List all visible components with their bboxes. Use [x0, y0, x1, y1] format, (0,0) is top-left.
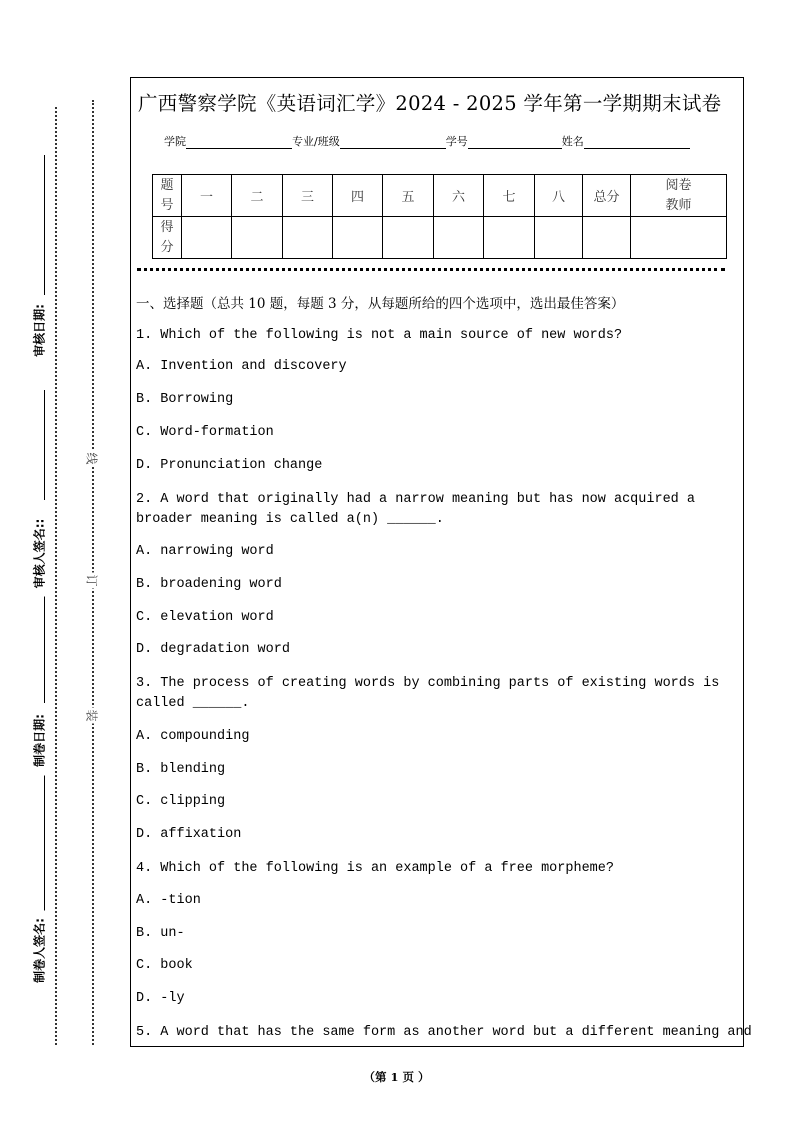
option-3b[interactable]: B. blending	[136, 762, 226, 777]
score-cell[interactable]	[383, 217, 434, 259]
score-cell[interactable]	[333, 217, 383, 259]
total-score-cell[interactable]	[583, 217, 631, 259]
option-2d[interactable]: D. degradation word	[136, 642, 290, 657]
option-1c[interactable]: C. Word-formation	[136, 425, 274, 440]
score-table-score-row	[153, 217, 727, 259]
option-3d[interactable]: D. affixation	[136, 827, 242, 842]
score-cell[interactable]	[232, 217, 283, 259]
signature-line-review-date	[44, 155, 45, 295]
column-header: 一	[182, 175, 232, 217]
label-bottom: 分	[160, 239, 174, 255]
label-top: 题	[160, 177, 174, 193]
name-label: 姓名	[561, 135, 584, 148]
label-bottom: 号	[160, 197, 174, 213]
grader-label	[631, 175, 727, 217]
column-header: 七	[484, 175, 535, 217]
score-cell[interactable]	[484, 217, 535, 259]
binding-mark: 装	[84, 709, 99, 722]
score-cell[interactable]	[283, 217, 333, 259]
option-3c[interactable]: C. clipping	[136, 794, 226, 809]
option-4a[interactable]: A. -tion	[136, 893, 201, 908]
student-info-row	[164, 133, 690, 149]
question-3: 3. The process of creating words by combining parts of existing words is called ______.	[136, 676, 720, 711]
column-header: 六	[434, 175, 484, 217]
option-4b[interactable]: B. un-	[136, 926, 185, 941]
question-4: 4. Which of the following is an example of a free morpheme?	[136, 861, 614, 876]
name-field[interactable]	[584, 136, 690, 149]
exam-date-label: 制卷日期:	[31, 706, 48, 776]
column-header: 总分	[583, 175, 631, 217]
column-header: 八	[535, 175, 583, 217]
column-header: 五	[383, 175, 434, 217]
option-1d[interactable]: D. Pronunciation change	[136, 458, 323, 473]
label-top: 得	[160, 219, 174, 235]
column-header: 二	[232, 175, 283, 217]
option-4d[interactable]: D. -ly	[136, 991, 185, 1006]
question-2: 2. A word that originally had a narrow meaning but has now acquired a broader meaning is called a(n) ______.	[136, 492, 695, 527]
option-3a[interactable]: A. compounding	[136, 729, 250, 744]
score-label	[153, 217, 182, 259]
major-class-label: 专业/班级	[292, 135, 340, 148]
column-header: 四	[333, 175, 383, 217]
score-table	[152, 174, 727, 259]
label-top: 阅卷	[665, 177, 692, 193]
grader-cell[interactable]	[631, 217, 727, 259]
score-cell[interactable]	[535, 217, 583, 259]
exam-title: 广西警察学院《英语词汇学》2024 - 2025 学年第一学期期末试卷	[138, 92, 722, 115]
college-field[interactable]	[186, 136, 292, 149]
student-id-field[interactable]	[468, 136, 562, 149]
student-id-label: 学号	[445, 135, 468, 148]
signature-line-exam-maker	[44, 775, 45, 915]
major-class-field[interactable]	[340, 136, 446, 149]
reviewer-signature-label: 审核人签名::	[31, 511, 48, 597]
question-5: 5. A word that has the same form as another word but a different meaning and	[136, 1025, 752, 1040]
exam-maker-signature-label: 制卷人签名:	[31, 911, 48, 991]
question-number-label	[153, 175, 182, 217]
exam-frame	[130, 77, 752, 1047]
section-heading: 一、选择题（总共 10 题，每题 3 分，从每题所给的四个选项中，选出最佳答案）	[136, 296, 625, 312]
signature-line-reviewer	[44, 390, 45, 500]
college-label: 学院	[164, 135, 186, 148]
column-header: 三	[283, 175, 333, 217]
outer-dotted-line	[55, 107, 57, 1045]
page-number: （第 1 页 ）	[363, 1070, 430, 1084]
separator-dotted-line	[137, 268, 725, 271]
option-4c[interactable]: C. book	[136, 958, 193, 973]
option-2b[interactable]: B. broadening word	[136, 577, 282, 592]
signature-line-exam-date	[44, 588, 45, 703]
label-bottom: 教师	[665, 197, 692, 213]
score-cell[interactable]	[434, 217, 484, 259]
staple-mark: 订	[84, 574, 99, 587]
option-1b[interactable]: B. Borrowing	[136, 392, 234, 407]
line-mark: 线	[84, 452, 99, 465]
score-cell[interactable]	[182, 217, 232, 259]
score-table-header-row	[153, 175, 727, 217]
review-date-label: 审核日期:	[31, 296, 48, 366]
option-1a[interactable]: A. Invention and discovery	[136, 359, 347, 374]
option-2a[interactable]: A. narrowing word	[136, 544, 274, 559]
question-1: 1. Which of the following is not a main source of new words?	[136, 328, 623, 343]
option-2c[interactable]: C. elevation word	[136, 610, 274, 625]
